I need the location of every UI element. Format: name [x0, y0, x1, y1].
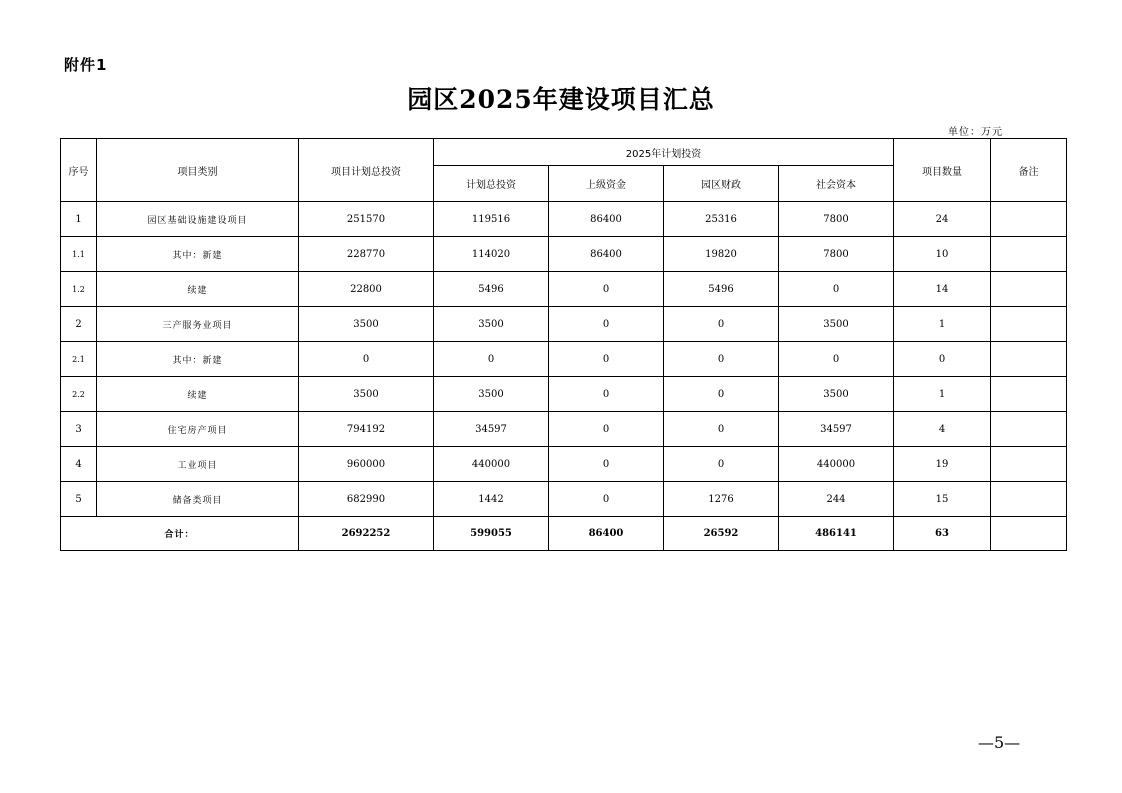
cell-total-planned: 3500 — [299, 377, 434, 412]
cell-project-count: 15 — [894, 482, 991, 517]
table-row — [61, 482, 1067, 517]
table-row — [61, 412, 1067, 447]
cell-seq: 1.1 — [61, 237, 97, 272]
cell-seq: 2.1 — [61, 342, 97, 377]
cell-project-count: 1 — [894, 307, 991, 342]
cell-total-planned: 0 — [299, 342, 434, 377]
cell-social-capital: 0 — [779, 342, 894, 377]
cell-remarks — [991, 482, 1067, 517]
header-row-1 — [61, 139, 1067, 166]
cell-project-count: 14 — [894, 272, 991, 307]
cell-remarks — [991, 307, 1067, 342]
cell-park-finance: 0 — [664, 377, 779, 412]
cell-seq: 1 — [61, 202, 97, 237]
header-seq: 序号 — [61, 139, 97, 202]
cell-year-total: 114020 — [434, 237, 549, 272]
cell-social-capital: 7800 — [779, 202, 894, 237]
cell-superior-funds: 86400 — [549, 202, 664, 237]
summary-table — [60, 138, 1067, 551]
table-row — [61, 377, 1067, 412]
table-row — [61, 307, 1067, 342]
header-year-total: 计划总投资 — [434, 166, 549, 202]
cell-park-finance: 25316 — [664, 202, 779, 237]
cell-superior-funds: 0 — [549, 447, 664, 482]
cell-total-planned: 960000 — [299, 447, 434, 482]
header-remarks: 备注 — [991, 139, 1067, 202]
cell-social-capital: 34597 — [779, 412, 894, 447]
cell-park-finance: 0 — [664, 447, 779, 482]
cell-social-capital: 3500 — [779, 377, 894, 412]
cell-category: 工业项目 — [97, 447, 299, 482]
total-total-planned: 2692252 — [299, 517, 434, 551]
cell-category: 园区基础设施建设项目 — [97, 202, 299, 237]
cell-year-total: 1442 — [434, 482, 549, 517]
cell-remarks — [991, 342, 1067, 377]
cell-superior-funds: 0 — [549, 307, 664, 342]
cell-remarks — [991, 447, 1067, 482]
cell-social-capital: 244 — [779, 482, 894, 517]
header-park-finance: 园区财政 — [664, 166, 779, 202]
cell-seq: 2.2 — [61, 377, 97, 412]
cell-seq: 4 — [61, 447, 97, 482]
cell-park-finance: 1276 — [664, 482, 779, 517]
cell-park-finance: 5496 — [664, 272, 779, 307]
cell-remarks — [991, 202, 1067, 237]
cell-total-planned: 251570 — [299, 202, 434, 237]
cell-category: 其中：新建 — [97, 342, 299, 377]
table-row — [61, 237, 1067, 272]
cell-seq: 1.2 — [61, 272, 97, 307]
total-year-total: 599055 — [434, 517, 549, 551]
cell-year-total: 119516 — [434, 202, 549, 237]
document-title: 园区2025年建设项目汇总 — [407, 85, 715, 114]
header-project-count: 项目数量 — [894, 139, 991, 202]
cell-social-capital: 7800 — [779, 237, 894, 272]
header-category: 项目类别 — [97, 139, 299, 202]
cell-project-count: 10 — [894, 237, 991, 272]
cell-year-total: 34597 — [434, 412, 549, 447]
cell-remarks — [991, 412, 1067, 447]
cell-seq: 3 — [61, 412, 97, 447]
cell-project-count: 1 — [894, 377, 991, 412]
cell-social-capital: 440000 — [779, 447, 894, 482]
header-year-plan-group: 2025年计划投资 — [434, 139, 894, 166]
cell-superior-funds: 86400 — [549, 237, 664, 272]
page-number: —5— — [978, 733, 1021, 752]
cell-remarks — [991, 237, 1067, 272]
cell-total-planned: 228770 — [299, 237, 434, 272]
cell-superior-funds: 0 — [549, 377, 664, 412]
table-row — [61, 272, 1067, 307]
total-label: 合计： — [61, 517, 299, 551]
cell-project-count: 0 — [894, 342, 991, 377]
total-social-capital: 486141 — [779, 517, 894, 551]
header-social-capital: 社会资本 — [779, 166, 894, 202]
cell-seq: 2 — [61, 307, 97, 342]
cell-social-capital: 3500 — [779, 307, 894, 342]
cell-park-finance: 0 — [664, 412, 779, 447]
cell-total-planned: 682990 — [299, 482, 434, 517]
cell-category: 三产服务业项目 — [97, 307, 299, 342]
header-total-planned: 项目计划总投资 — [299, 139, 434, 202]
cell-superior-funds: 0 — [549, 482, 664, 517]
header-superior-funds: 上级资金 — [549, 166, 664, 202]
cell-total-planned: 3500 — [299, 307, 434, 342]
cell-project-count: 19 — [894, 447, 991, 482]
total-superior-funds: 86400 — [549, 517, 664, 551]
cell-year-total: 440000 — [434, 447, 549, 482]
cell-social-capital: 0 — [779, 272, 894, 307]
table-row — [61, 202, 1067, 237]
cell-park-finance: 0 — [664, 342, 779, 377]
cell-year-total: 3500 — [434, 307, 549, 342]
cell-category: 储备类项目 — [97, 482, 299, 517]
cell-total-planned: 794192 — [299, 412, 434, 447]
cell-total-planned: 22800 — [299, 272, 434, 307]
cell-year-total: 3500 — [434, 377, 549, 412]
cell-superior-funds: 0 — [549, 342, 664, 377]
table-row — [61, 342, 1067, 377]
cell-park-finance: 0 — [664, 307, 779, 342]
cell-superior-funds: 0 — [549, 412, 664, 447]
table-row — [61, 447, 1067, 482]
cell-seq: 5 — [61, 482, 97, 517]
cell-category: 续建 — [97, 272, 299, 307]
cell-remarks — [991, 377, 1067, 412]
total-row — [61, 517, 1067, 551]
total-park-finance: 26592 — [664, 517, 779, 551]
cell-project-count: 4 — [894, 412, 991, 447]
cell-year-total: 5496 — [434, 272, 549, 307]
cell-park-finance: 19820 — [664, 237, 779, 272]
total-remarks — [991, 517, 1067, 551]
unit-note: 单位：万元 — [948, 127, 1003, 138]
attachment-label: 附件1 — [64, 56, 108, 74]
cell-year-total: 0 — [434, 342, 549, 377]
cell-project-count: 24 — [894, 202, 991, 237]
cell-superior-funds: 0 — [549, 272, 664, 307]
cell-category: 其中：新建 — [97, 237, 299, 272]
cell-category: 续建 — [97, 377, 299, 412]
cell-category: 住宅房产项目 — [97, 412, 299, 447]
total-project-count: 63 — [894, 517, 991, 551]
cell-remarks — [991, 272, 1067, 307]
